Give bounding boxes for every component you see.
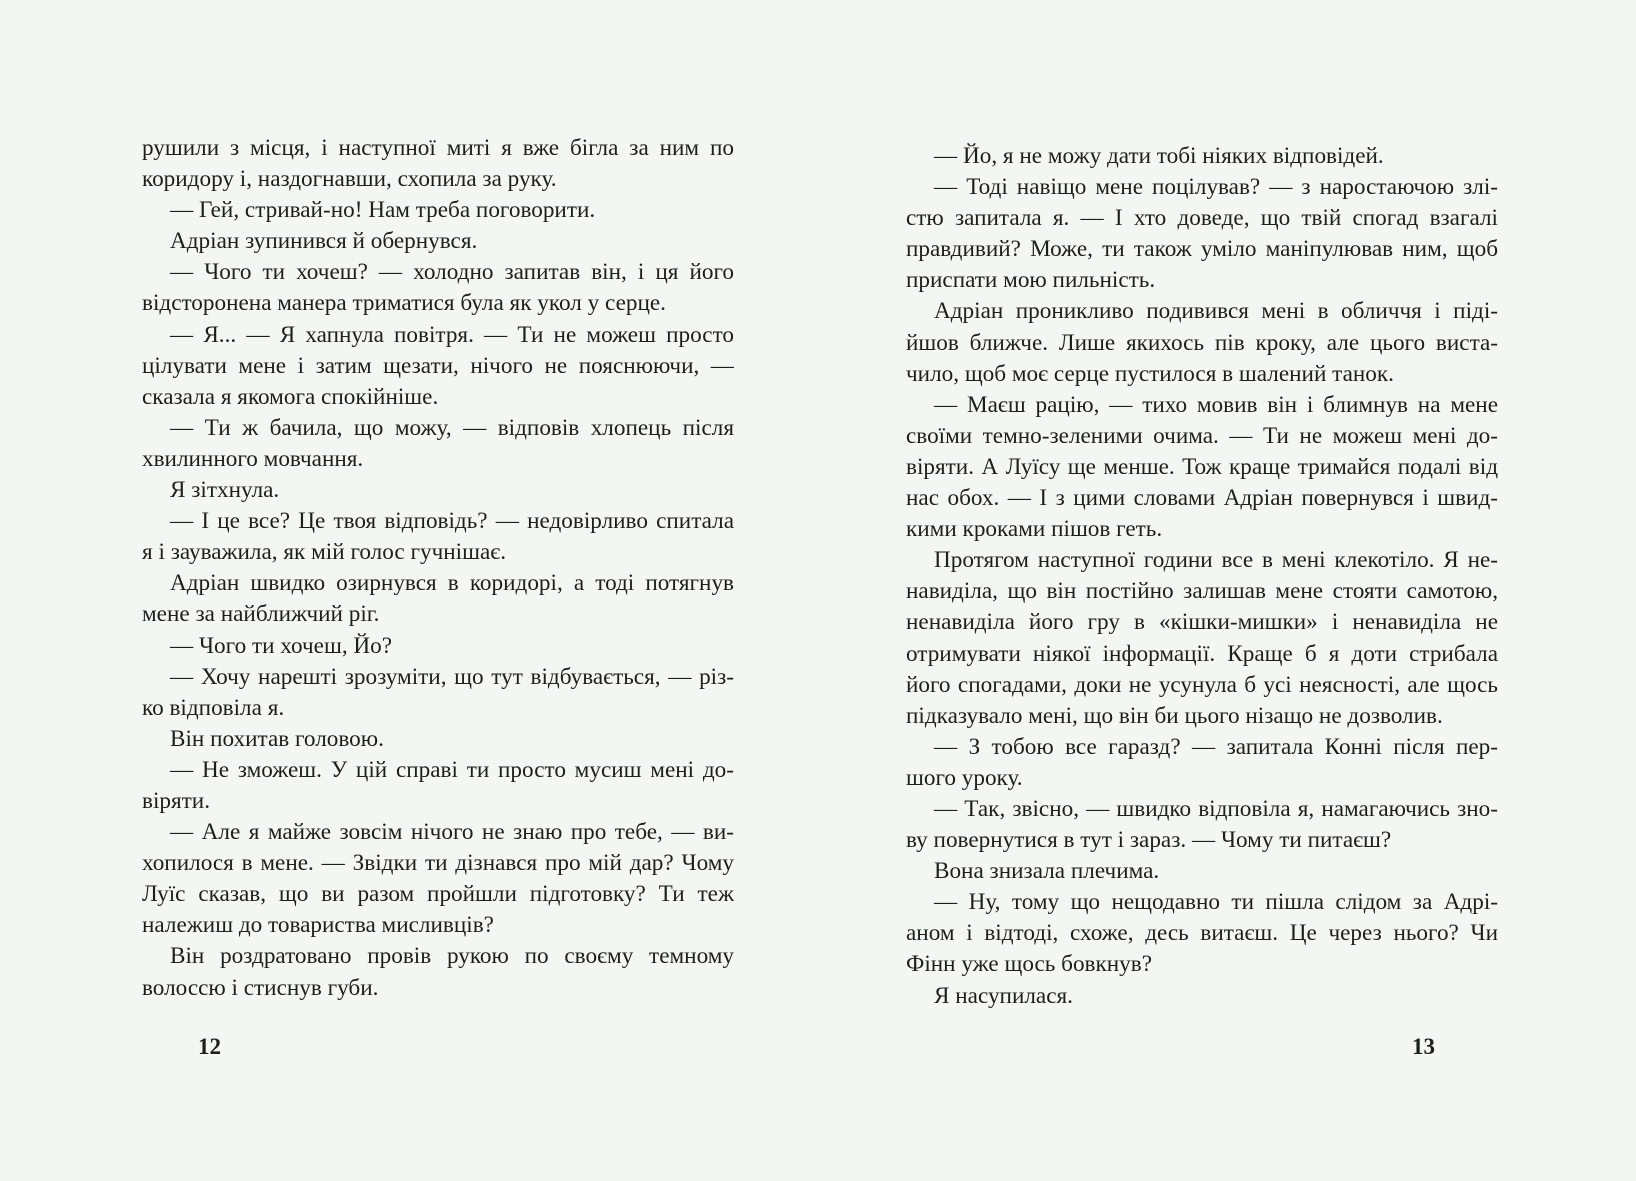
text-line: кими кроками пішов геть. [906, 516, 1163, 543]
text-line: стю запитала я. — І хто доведе, що твій спогад взагалі [906, 205, 1498, 232]
text-line: Адріан проникливо подивився мені в обличчя і піді- [934, 298, 1498, 325]
text-line: — Не зможеш. У цій справі ти просто мусиш мені до- [170, 756, 734, 783]
text-line: відсторонена манера триматися була як укол у серце. [142, 290, 666, 317]
text-line: рушили з місця, і наступної миті я вже бігла за ним по [142, 135, 734, 161]
text-line: — Але я майже зовсім нічого не знаю про тебе, — ви- [170, 819, 734, 846]
text-line: — Маєш рацію, — тихо мовив він і блимнув на мене [934, 391, 1498, 418]
text-line: Він роздратовано провів рукою по своєму темному [170, 943, 734, 970]
text-line: шого уроку. [906, 764, 1023, 791]
text-line: — Чого ти хочеш? — холодно запитав він, і ця його [170, 259, 734, 286]
text-line: Фінн уже щось бовкнув? [906, 951, 1153, 978]
text-line: нас обох. — І з цими словами Адріан повернувся і швид- [906, 485, 1498, 512]
text-line: — З тобою все гаразд? — запитала Конні після пер- [934, 733, 1498, 760]
text-line: правдивий? Може, ти також уміло маніпулював ним, щоб [906, 236, 1498, 263]
text-line: коридору і, наздогнавши, схопила за руку. [142, 166, 557, 193]
text-line: приспати мою пильність. [906, 267, 1156, 294]
text-line: навиділа, що він постійно залишав мене стояти самотою, [906, 578, 1498, 605]
text-line: аном і відтоді, схоже, десь витаєш. Це через нього? Чи [906, 920, 1498, 947]
text-line: Я зітхнула. [170, 477, 280, 504]
text-line: ко відповіла я. [142, 694, 285, 721]
text-line: ву повернутися в тут і зараз. — Чому ти питаєш? [906, 827, 1392, 854]
right-page [906, 141, 1498, 1012]
text-line: — І це все? Це твоя відповідь? — недовірливо спитала [170, 508, 734, 535]
text-line: — Йо, я не можу дати тобі ніяких відповідей. [934, 143, 1384, 169]
text-line: ненавиділа його гру в «кішки-мишки» і ненавиділа не [906, 609, 1498, 636]
text-line: Адріан зупинився й обернувся. [170, 228, 478, 255]
text-line: — Чого ти хочеш, Йо? [170, 632, 393, 659]
text-line: Я насупилася. [934, 982, 1073, 1009]
text-line: підказувало мені, що він би цього нізащо не дозволив. [906, 702, 1443, 729]
text-line: віряти. А Луїсу ще менше. Тож краще тримайся подалі від [906, 453, 1498, 480]
text-line: своїми темно-зеленими очима. — Ти не можеш мені до- [906, 422, 1498, 449]
text-line: — Так, звісно, — швидко відповіла я, намагаючись зно- [934, 795, 1498, 822]
text-line: Адріан швидко озирнувся в коридорі, а тоді потягнув [170, 570, 734, 597]
text-line: віряти. [142, 787, 210, 814]
text-line: — Ну, тому що нещодавно ти пішла слідом за Адрі- [934, 889, 1498, 916]
text-line: — Тоді навіщо мене поцілував? — з наростаючою злі- [934, 174, 1498, 201]
text-line: цілувати мене і затим щезати, нічого не пояснюючи, — [142, 352, 734, 379]
text-line: я і зауважила, як мій голос гучнішає. [142, 539, 507, 566]
right-page-text [906, 141, 1498, 1012]
left-page-text [142, 133, 734, 1004]
text-line: хвилинного мовчання. [142, 445, 364, 472]
text-line: йшов ближче. Лише якихось пів кроку, але цього виста- [906, 329, 1498, 356]
right-page-number: 13 [1412, 1034, 1435, 1059]
text-line: належиш до товариства мисливців? [142, 912, 494, 939]
text-line: волоссю і стиснув губи. [142, 974, 379, 1001]
text-line: сказала я якомога спокійніше. [142, 383, 439, 410]
text-line: отримувати ніякої інформації. Краще б я доти стрибала [906, 640, 1498, 667]
left-page-number: 12 [198, 1034, 221, 1059]
text-line: — Хочу нарешті зрозуміти, що тут відбувається, — різ- [170, 663, 734, 690]
text-line: Луїс сказав, що ви разом пройшли підготовку? Ти теж [142, 881, 734, 908]
text-line: — Ти ж бачила, що можу, — відповів хлопець після [170, 414, 734, 441]
text-line: його спогадами, доки не усунула б усі неясності, але щось [906, 671, 1498, 698]
text-line: мене за найближчий ріг. [142, 601, 380, 628]
text-line: хопилося в мене. — Звідки ти дізнався про мій дар? Чому [142, 850, 734, 877]
text-line: чило, щоб моє серце пустилося в шалений танок. [906, 360, 1394, 387]
text-line: Вона знизала плечима. [934, 858, 1160, 885]
text-line: Він похитав головою. [170, 725, 384, 752]
text-line: — Я... — Я хапнула повітря. — Ти не можеш просто [170, 321, 734, 348]
text-line: — Гей, стривай-но! Нам треба поговорити. [170, 197, 596, 224]
text-line: Протягом наступної години все в мені клекотіло. Я не- [934, 547, 1498, 574]
left-page [142, 133, 734, 1004]
